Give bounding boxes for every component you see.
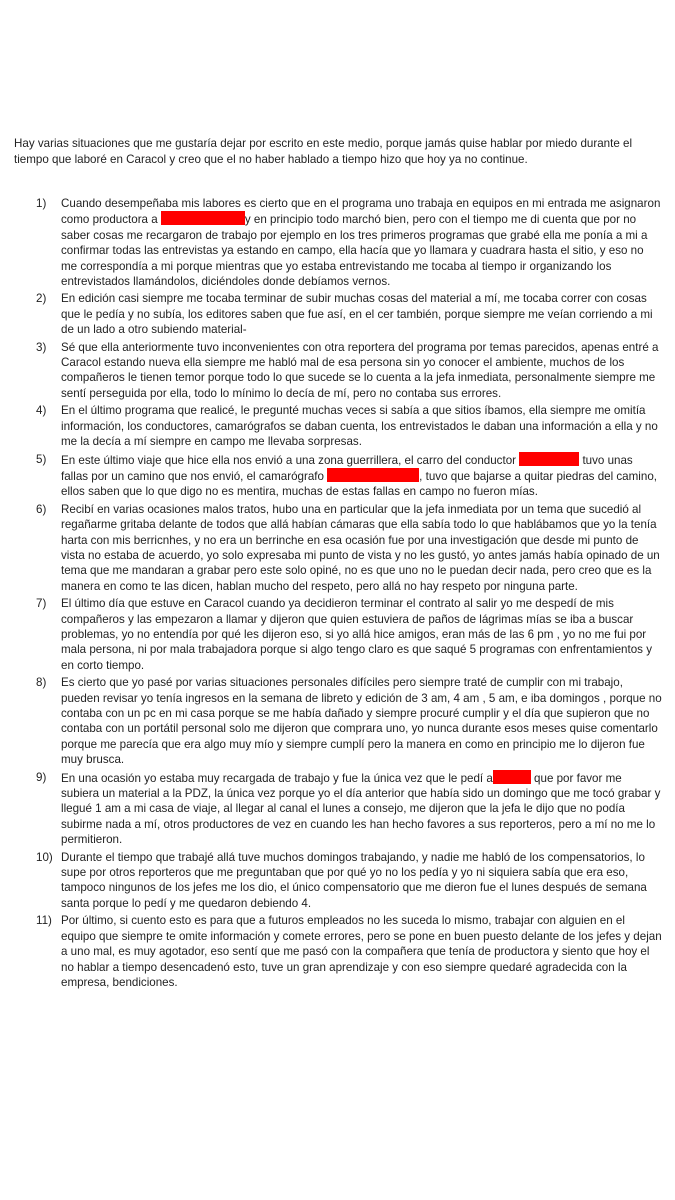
intro-paragraph: Hay varias situaciones que me gustaría dejar por escrito en este medio, porque jamás quise hablar por miedo durante el tiempo que laboré en Caracol y creo que el no haber hablado a tiempo hizo que hoy ya no continue. <box>14 137 633 166</box>
list-item-4 <box>14 403 662 449</box>
item-text: Por último, si cuento esto es para que a futuros empleados no les suceda lo mismo, trabajar con alguien en el equipo que siempre te omite información y comete errores, pero se pone en buen puesto delante de los jefes y dejan a uno mal, es muy agotador, eso sentí que me pasó con la compañera que tenía de productora y siento que hoy el no hablar a tiempo desencadenó esto, tuve un gran aprendizaje y con eso siempre quedaré agradecida con la empresa, bendiciones. <box>61 914 662 989</box>
item-number: 4) <box>36 404 47 418</box>
list-item-11 <box>14 913 662 990</box>
redaction-box <box>519 452 579 466</box>
item-number: 7) <box>36 597 47 611</box>
list-item-1 <box>14 196 662 289</box>
list-item-7 <box>14 596 662 673</box>
item-text: Es cierto que yo pasé por varias situaciones personales difíciles pero siempre traté de cumplir con mi trabajo, pueden revisar yo tenía ingresos en la semana de libreto y edición de 3 am, 4 am , 5 am, e iba domingos , porque no contaba con un pc en mi casa porque se me había dañado y siempre procuré cumplir y el día que supieron que no contaba con un portátil personal solo me dijeron que comprara uno, yo nunca durante esos meses quise comentarlo porque me parecía que era algo muy mío y siempre cumplí pero la manera en como en principio me lo dijeron fue muy brusca. <box>61 676 662 767</box>
item-number: 3) <box>36 340 47 354</box>
item-number: 2) <box>36 292 47 306</box>
list-item-3 <box>14 340 662 402</box>
item-text: Recibí en varias ocasiones malos tratos, hubo una en particular que la jefa inmediata por un tema que sucedió al regañarme gritaba delante de todos que allá habían cámaras que ella sabía todo lo que hablábamos que yo la tenía harta con mis berricnhes, y no era un berrinche en esa ocasión fue por una investigación que desde mi punto de vista no estaba de acuerdo, yo solo expresaba mi punto de vista y no les gustó, yo antes jamás había opinado de un tema que me mandaran a grabar pero este solo opiné, no es que uno no le puedan decir nada, pero creo que es la manera en como te las dicen, hablan mucho del respeto, pero allá no hay respeto por ninguna parte. <box>61 502 660 593</box>
item-text: , tuvo que bajarse a quitar piedras del camino, ellos saben que lo que digo no es mentira, muchas de estas fallas en campo no fueron mías. <box>61 469 657 499</box>
list-item-8 <box>14 675 662 767</box>
item-number: 8) <box>36 676 47 690</box>
redaction-box <box>493 770 531 784</box>
list-item-2 <box>14 291 662 337</box>
item-text: En este último viaje que hice ella nos envió a una zona guerrillera, el carro del conductor <box>61 453 520 467</box>
list-item-10 <box>14 850 662 912</box>
item-number: 11) <box>36 914 52 928</box>
item-text: En edición casi siempre me tocaba terminar de subir muchas cosas del material a mí, me tocaba correr con cosas que le pedía y no subía, los editores saben que fue así, en el cer también, porque siempre me veían corriendo a mi de un lado a otro subiendo material- <box>61 292 653 337</box>
numbered-list <box>14 196 662 992</box>
list-item-6 <box>14 502 662 594</box>
item-text: El último día que estuve en Caracol cuando ya decidieron terminar el contrato al salir yo me despedí de mis compañeros y las empezaron a llamar y dijeron que quien estuviera de paños de lágrimas mías se iba a buscar problemas, yo no entendía por qué les dijeron eso, si yo allá hice amigos, eran más de las 6 pm , yo no me fui por mala persona, ni por mala trabajadora porque si algo tengo claro es que saqué 5 programas con enfrentamientos y en corto tiempo. <box>61 597 652 672</box>
item-text: Durante el tiempo que trabajé allá tuve muchos domingos trabajando, y nadie me habló de los compensatorios, lo supe por otros reporteros que me preguntaban que por qué yo no los pedía y yo ni siquiera sabía que era eso, tampoco ningunos de los jefes me los dio, el único compensatorio que me dieron fue el lunes después de semana santa porque lo pedí y me quedaron debiendo 4. <box>61 850 647 910</box>
item-number: 6) <box>36 502 47 516</box>
item-text: Cuando desempeñaba mis labores es cierto que en el programa uno trabaja en equipos en mi entrada me asignaron como productora a <box>61 197 661 227</box>
redaction-box <box>327 468 419 482</box>
list-item-9 <box>14 770 662 848</box>
item-text: que por favor me subiera un material a la PDZ, la única vez porque yo el día anterior que había sido un domingo que me tocó grabar y llegué 1 am a mi casa de viaje, al llegar al canal el lunes a consejo, me dijeron que la jefa le dijo que no podía subirme nada a mí, otros productores de vez en cuando les han hecho favores a sus reporteros, pero a mí no me lo permitieron. <box>61 771 661 847</box>
item-number: 9) <box>36 770 47 784</box>
item-text: En una ocasión yo estaba muy recargada de trabajo y fue la única vez que le pedí a <box>61 771 493 785</box>
item-number: 5) <box>36 452 47 466</box>
item-number: 10) <box>36 850 53 864</box>
item-text: Sé que ella anteriormente tuvo inconvenientes con otra reportera del programa por temas parecidos, apenas entré a Caracol estando nueva ella siempre me habló mal de esa persona sin yo conocer el ambiente, muchos de los compañeros le tienen temor porque todo lo que sucede se lo cuenta a la jefa inmediata, personalmente siempre me sentí perseguida por ella, todo lo mínimo lo decía de mí, pero no contaba sus errores. <box>61 340 659 400</box>
item-number: 1) <box>36 197 47 210</box>
item-text: En el último programa que realicé, le pregunté muchas veces si sabía a que sitios íbamos, ella siempre me omitía información, los conductores, camarógrafos se daban cuenta, los entrevistados le daban una información a ella y no me la decía a mí siempre en campo me llevaba sorpresas. <box>61 404 658 449</box>
list-item-5 <box>14 452 662 500</box>
item-text: y en principio todo marchó bien, pero con el tiempo me di cuenta que por no saber cosas me recargaron de trabajo por ejemplo en los tres primeros programas que grabé ella me ponía a mi a confirmar todas las entrevistas ya estando en campo, ella hacía que yo llamara y cuadrara hasta el sitio, y eso no me correspondía a mi porque mientras que yo estaba entrevistando me tocaba al tiempo ir organizando los entrevistados llamándolos, diciéndoles donde debíamos vernos. <box>61 213 648 289</box>
redaction-box <box>161 211 245 225</box>
item-text: tuvo unas fallas por un camino que nos envió, el camarógrafo <box>61 453 633 483</box>
